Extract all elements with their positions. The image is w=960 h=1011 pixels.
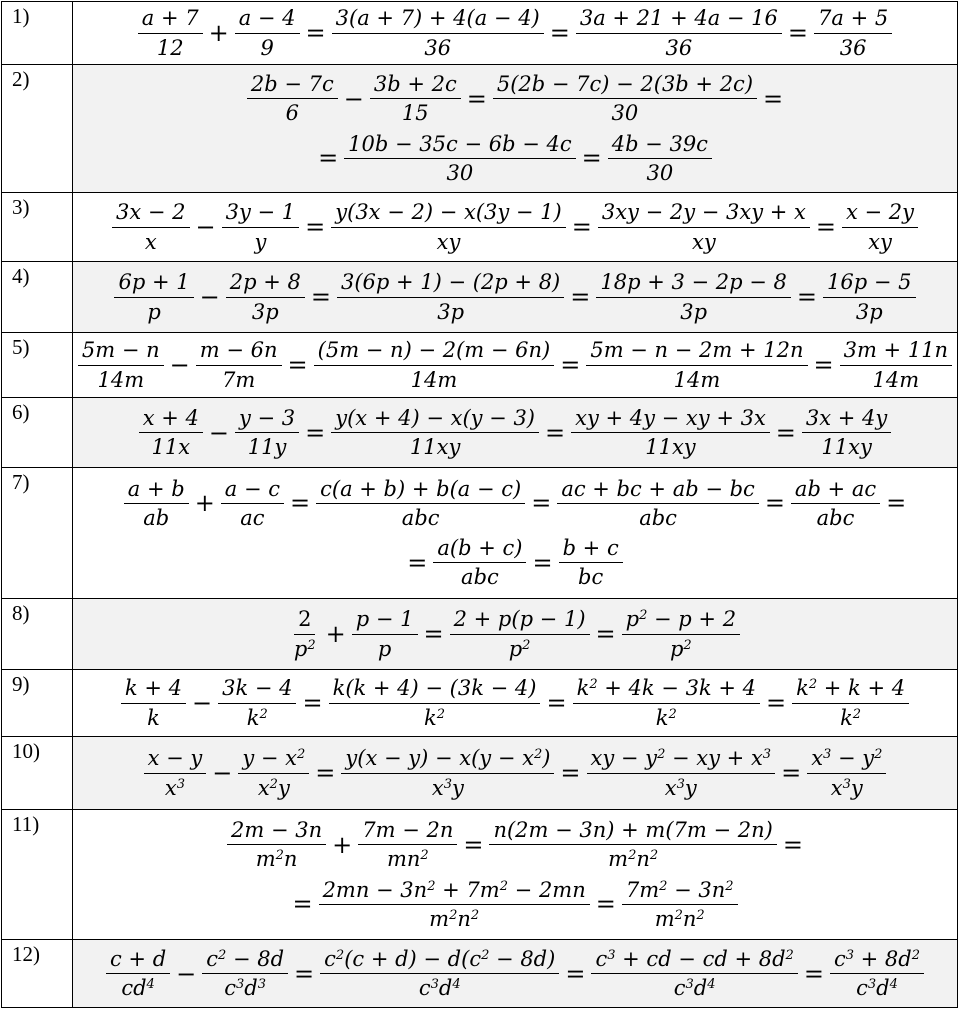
operator: = xyxy=(581,144,602,173)
fraction xyxy=(791,477,880,530)
fraction xyxy=(222,200,300,253)
problem-row xyxy=(2,737,958,810)
numerator: 2 xyxy=(294,607,315,634)
denominator: abc xyxy=(461,565,499,590)
denominator: xy xyxy=(436,229,461,254)
solution-cell xyxy=(73,193,958,262)
numerator: b + c xyxy=(559,536,623,563)
denominator: $cd^4$ xyxy=(121,976,155,1000)
operator: = xyxy=(565,959,586,988)
problem-number: 9) xyxy=(2,670,73,737)
solutions-table xyxy=(1,1,958,1008)
denominator: 11x xyxy=(151,435,191,459)
numerator: $p^2 - p + 2$ xyxy=(622,607,740,634)
fraction xyxy=(218,676,296,729)
problem-number: 5) xyxy=(2,333,73,398)
denominator: 3p xyxy=(251,299,279,324)
numerator: $c^3 + 8d^2$ xyxy=(830,947,924,974)
problem-row xyxy=(2,262,958,333)
fraction xyxy=(332,6,544,59)
numerator: ac + bc + ab − bc xyxy=(557,477,759,504)
solution-cell xyxy=(73,398,958,468)
fraction xyxy=(489,818,776,871)
operator: = xyxy=(545,418,566,447)
numerator: m − 6n xyxy=(196,338,282,365)
fraction xyxy=(608,132,712,185)
denominator: $m^2n^2$ xyxy=(654,906,705,931)
denominator: ac xyxy=(240,505,265,530)
problem-row xyxy=(2,65,958,193)
numerator: c + d xyxy=(106,947,170,974)
operator: = xyxy=(315,759,336,787)
fraction xyxy=(450,607,590,660)
denominator: $k^2$ xyxy=(655,705,677,730)
equation-line xyxy=(73,746,957,799)
denominator: $m^2n^2$ xyxy=(429,906,480,931)
numerator: a(b + c) xyxy=(433,536,526,563)
denominator: 3p xyxy=(437,299,465,324)
fraction xyxy=(112,200,190,253)
numerator: $c^2 - 8d$ xyxy=(202,947,288,974)
operator: − xyxy=(212,759,233,787)
denominator: 36 xyxy=(665,35,693,60)
operator: = xyxy=(815,213,836,241)
denominator: 15 xyxy=(401,101,429,126)
solution-cell xyxy=(73,468,958,599)
equation-line xyxy=(73,200,957,253)
numerator: $k^2 + 4k - 3k + 4$ xyxy=(573,676,760,703)
denominator: 36 xyxy=(424,35,452,60)
denominator: xy xyxy=(692,229,716,254)
fraction xyxy=(196,338,282,391)
operator: = xyxy=(463,830,484,859)
numerator: 16p − 5 xyxy=(823,270,915,297)
numerator: y(3x − 2) − x(3y − 1) xyxy=(331,200,565,227)
equation-line xyxy=(73,477,957,530)
denominator: $k^2$ xyxy=(840,705,862,730)
fraction xyxy=(586,338,807,391)
denominator: $x^3$ xyxy=(164,775,185,800)
denominator: $p^2$ xyxy=(669,636,692,661)
fraction xyxy=(823,270,915,323)
numerator: 3(a + 7) + 4(a − 4) xyxy=(332,6,544,33)
numerator: 3k − 4 xyxy=(218,676,296,703)
numerator: $7m^2 - 3n^2$ xyxy=(622,878,738,905)
denominator: $c^3d^4$ xyxy=(673,976,716,1000)
fraction xyxy=(316,477,525,530)
operator: − xyxy=(343,84,364,113)
operator: + xyxy=(325,620,346,648)
numerator: 2p + 8 xyxy=(226,270,305,297)
equation-line xyxy=(73,676,957,729)
numerator: 5(2b − 7c) − 2(3b + 2c) xyxy=(493,72,757,99)
fraction xyxy=(557,477,759,530)
operator: = xyxy=(290,489,311,518)
numerator: 7m − 2n xyxy=(358,818,457,845)
denominator: 3p xyxy=(855,299,883,324)
problem-number: 8) xyxy=(2,599,73,670)
operator: − xyxy=(195,213,216,241)
denominator: abc xyxy=(639,505,677,530)
fraction xyxy=(370,72,461,125)
denominator: abc xyxy=(816,505,855,530)
equation-line xyxy=(73,406,957,459)
operator: = xyxy=(302,689,323,717)
numerator: $k^2 + k + 4$ xyxy=(792,676,909,703)
denominator: $p^2$ xyxy=(508,636,531,661)
denominator: 6 xyxy=(285,101,299,126)
equation-line xyxy=(73,818,957,871)
fraction xyxy=(124,477,189,530)
numerator: 2b − 7c xyxy=(247,72,338,99)
equation-line xyxy=(73,338,957,391)
numerator: 3a + 21 + 4a − 16 xyxy=(576,6,782,33)
numerator: x − 2y xyxy=(842,200,918,227)
problem-row xyxy=(2,398,958,468)
fraction xyxy=(227,818,326,871)
operator: = xyxy=(305,19,326,47)
problem-number: 7) xyxy=(2,468,73,599)
fraction xyxy=(576,6,782,59)
operator: = xyxy=(292,890,313,919)
fraction xyxy=(314,338,555,391)
operator: = xyxy=(886,489,907,518)
denominator: $k^2$ xyxy=(424,705,446,730)
problem-number: 10) xyxy=(2,737,73,810)
solution-cell xyxy=(73,737,958,810)
numerator: a + 7 xyxy=(138,6,203,33)
operator: = xyxy=(531,489,552,518)
fraction xyxy=(344,132,575,185)
fraction xyxy=(106,947,170,1000)
equation-line xyxy=(73,607,957,660)
numerator: $c^2(c + d) - d(c^2 - 8d)$ xyxy=(320,947,559,974)
numerator: 3m + 11n xyxy=(840,338,952,365)
problem-number: 1) xyxy=(2,2,73,65)
denominator: 11xy xyxy=(821,435,872,459)
numerator: $y - x^2$ xyxy=(238,746,309,773)
fraction xyxy=(571,406,770,459)
equation-line xyxy=(73,270,957,323)
problem-number: 2) xyxy=(2,65,73,193)
numerator: xy − $y^2$ − xy + $x^3$ xyxy=(587,746,776,773)
problem-row xyxy=(2,193,958,262)
equation-line xyxy=(73,72,957,125)
denominator: 30 xyxy=(646,160,674,185)
fraction xyxy=(290,607,320,660)
operator: = xyxy=(764,489,785,518)
operator: = xyxy=(423,620,444,648)
operator: + xyxy=(194,489,215,518)
fraction xyxy=(622,607,740,660)
fraction xyxy=(830,947,924,1000)
operator: = xyxy=(318,144,339,173)
operator: = xyxy=(796,283,818,311)
denominator: bc xyxy=(578,565,604,590)
problem-row xyxy=(2,333,958,398)
fraction xyxy=(331,406,539,459)
denominator: 9 xyxy=(260,35,274,60)
denominator: k xyxy=(147,705,160,730)
denominator: 14m xyxy=(872,367,920,392)
numerator: 5m − n − 2m + 12n xyxy=(586,338,807,365)
numerator: p − 1 xyxy=(352,607,418,634)
solution-cell xyxy=(73,940,958,1008)
fraction xyxy=(587,746,776,799)
fraction xyxy=(247,72,338,125)
numerator: n(2m − 3n) + m(7m − 2n) xyxy=(489,818,776,845)
operator: = xyxy=(310,283,331,311)
solution-cell xyxy=(73,599,958,670)
denominator: y xyxy=(254,229,267,254)
operator: = xyxy=(782,830,803,859)
problem-row xyxy=(2,940,958,1008)
fraction xyxy=(238,746,309,799)
fraction xyxy=(235,6,300,59)
problem-row xyxy=(2,810,958,940)
fraction xyxy=(202,947,288,1000)
operator: = xyxy=(570,283,591,311)
numerator: a + b xyxy=(124,477,189,504)
numerator: (5m − n) − 2(m − 6n) xyxy=(314,338,555,365)
numerator: 6p + 1 xyxy=(114,270,193,297)
problem-number: 11) xyxy=(2,810,73,940)
problem-number: 4) xyxy=(2,262,73,333)
fraction xyxy=(352,607,418,660)
fraction xyxy=(840,338,952,391)
denominator: $k^2$ xyxy=(246,705,268,730)
solutions-body xyxy=(2,2,958,1008)
denominator: p xyxy=(377,636,392,661)
numerator: ab + ac xyxy=(791,477,880,504)
denominator: abc xyxy=(401,505,440,530)
denominator: ab xyxy=(143,505,170,530)
problem-row xyxy=(2,2,958,65)
fraction xyxy=(622,878,738,931)
operator: = xyxy=(595,620,616,648)
denominator: 14m xyxy=(673,367,721,392)
operator: + xyxy=(332,830,353,859)
numerator: y(x + 4) − x(y − 3) xyxy=(331,406,539,433)
denominator: $x^2y$ xyxy=(257,775,290,800)
problem-number: 6) xyxy=(2,398,73,468)
fraction xyxy=(433,536,526,589)
fraction xyxy=(226,270,305,323)
numerator: c(a + b) + b(a − c) xyxy=(316,477,525,504)
denominator: 11y xyxy=(247,435,287,459)
equation-line xyxy=(73,947,957,1000)
numerator: 2 + p(p − 1) xyxy=(450,607,590,634)
operator: = xyxy=(560,759,581,787)
numerator: 7a + 5 xyxy=(814,6,892,33)
numerator: $y(x - y) - x(y - x^2)$ xyxy=(341,746,554,773)
numerator: 3y − 1 xyxy=(222,200,300,227)
denominator: $mn^2$ xyxy=(386,847,429,872)
denominator: $c^3d^3$ xyxy=(224,976,267,1000)
operator: − xyxy=(169,351,190,379)
numerator: k(k + 4) − (3k − 4) xyxy=(329,676,541,703)
operator: = xyxy=(781,759,802,787)
fraction xyxy=(319,878,590,931)
fraction xyxy=(138,6,203,59)
numerator: x + 4 xyxy=(139,406,203,433)
fraction xyxy=(598,200,810,253)
fraction xyxy=(802,406,891,459)
operator: = xyxy=(294,959,315,988)
denominator: $x^3y$ xyxy=(664,775,697,800)
denominator: $m^2n^2$ xyxy=(608,847,659,872)
denominator: xy xyxy=(868,229,892,254)
numerator: 10b − 35c − 6b − 4c xyxy=(344,132,575,159)
problem-row xyxy=(2,670,958,737)
equation-line xyxy=(73,132,957,185)
denominator: $c^3d^4$ xyxy=(418,976,461,1000)
fraction xyxy=(807,746,886,799)
denominator: 36 xyxy=(839,35,867,60)
operator: = xyxy=(787,19,809,47)
fraction xyxy=(78,338,164,391)
fraction xyxy=(591,947,797,1000)
fraction xyxy=(814,6,892,59)
denominator: 30 xyxy=(611,101,639,126)
numerator: 2m − 3n xyxy=(227,818,326,845)
numerator: x − y xyxy=(144,746,207,773)
fraction xyxy=(573,676,760,729)
fraction xyxy=(358,818,457,871)
solution-cell xyxy=(73,65,958,193)
problem-number: 12) xyxy=(2,940,73,1008)
operator: − xyxy=(191,689,213,717)
fraction xyxy=(221,477,284,530)
solution-cell xyxy=(73,670,958,737)
numerator: xy + 4y − xy + 3x xyxy=(571,406,770,433)
operator: = xyxy=(813,351,834,379)
operator: = xyxy=(305,213,326,241)
denominator: 14m xyxy=(410,367,458,392)
numerator: $c^3$ + cd − cd + $8d^2$ xyxy=(591,947,797,974)
numerator: 3(6p + 1) − (2p + 8) xyxy=(337,270,564,297)
fraction xyxy=(144,746,207,799)
denominator: 11xy xyxy=(645,435,696,459)
numerator: a − 4 xyxy=(235,6,300,33)
numerator: $2mn - 3n^2 + 7m^2 - 2mn$ xyxy=(319,878,590,905)
operator: = xyxy=(546,689,567,717)
numerator: 3x + 4y xyxy=(802,406,891,433)
denominator: 11xy xyxy=(409,435,461,459)
problem-number: 3) xyxy=(2,193,73,262)
fraction xyxy=(337,270,564,323)
operator: = xyxy=(407,548,428,577)
fraction xyxy=(320,947,559,1000)
equation-line xyxy=(73,878,957,931)
denominator: $m^2n$ xyxy=(255,847,298,872)
denominator: x xyxy=(144,229,157,254)
denominator: $x^3y$ xyxy=(830,775,863,800)
denominator: p xyxy=(147,299,161,324)
equation-line xyxy=(73,6,957,59)
denominator: 3p xyxy=(680,299,708,324)
numerator: 18p + 3 − 2p − 8 xyxy=(596,270,791,297)
fraction xyxy=(331,200,565,253)
fraction xyxy=(121,676,186,729)
operator: − xyxy=(208,418,229,447)
numerator: 4b − 39c xyxy=(608,132,712,159)
problem-row xyxy=(2,599,958,670)
solution-cell xyxy=(73,262,958,333)
denominator: 7m xyxy=(222,367,256,392)
operator: = xyxy=(775,418,796,447)
numerator: 3xy − 2y − 3xy + x xyxy=(598,200,810,227)
numerator: k + 4 xyxy=(121,676,186,703)
denominator: $x^3y$ xyxy=(431,775,464,800)
operator: = xyxy=(532,548,553,577)
denominator: 12 xyxy=(156,35,184,60)
numerator: y − 3 xyxy=(235,406,299,433)
fraction xyxy=(596,270,791,323)
numerator: 5m − n xyxy=(78,338,164,365)
operator: = xyxy=(287,351,308,379)
fraction xyxy=(493,72,757,125)
operator: + xyxy=(208,19,229,47)
operator: = xyxy=(571,213,592,241)
denominator: $c^3d^4$ xyxy=(856,976,898,1000)
operator: = xyxy=(466,84,487,113)
denominator: $p^2$ xyxy=(293,636,316,661)
operator: = xyxy=(305,418,326,447)
operator: = xyxy=(549,19,570,47)
numerator: 3x − 2 xyxy=(112,200,190,227)
numerator: $x^3 - y^2$ xyxy=(807,746,886,773)
solution-cell xyxy=(73,2,958,65)
problem-row xyxy=(2,468,958,599)
fraction xyxy=(114,270,193,323)
solution-cell xyxy=(73,333,958,398)
fraction xyxy=(792,676,909,729)
operator: − xyxy=(176,959,197,988)
numerator: a − c xyxy=(221,477,284,504)
operator: − xyxy=(199,283,220,311)
fraction xyxy=(559,536,623,589)
equation-line xyxy=(73,536,957,589)
fraction xyxy=(139,406,203,459)
operator: = xyxy=(560,351,581,379)
denominator: 30 xyxy=(446,160,474,185)
solution-cell xyxy=(73,810,958,940)
fraction xyxy=(329,676,541,729)
fraction xyxy=(842,200,918,253)
denominator: 14m xyxy=(97,367,145,392)
numerator: 3b + 2c xyxy=(370,72,461,99)
operator: = xyxy=(595,890,616,919)
operator: = xyxy=(763,84,784,113)
fraction xyxy=(341,746,554,799)
operator: = xyxy=(765,689,787,717)
operator: = xyxy=(803,959,824,988)
fraction xyxy=(235,406,299,459)
